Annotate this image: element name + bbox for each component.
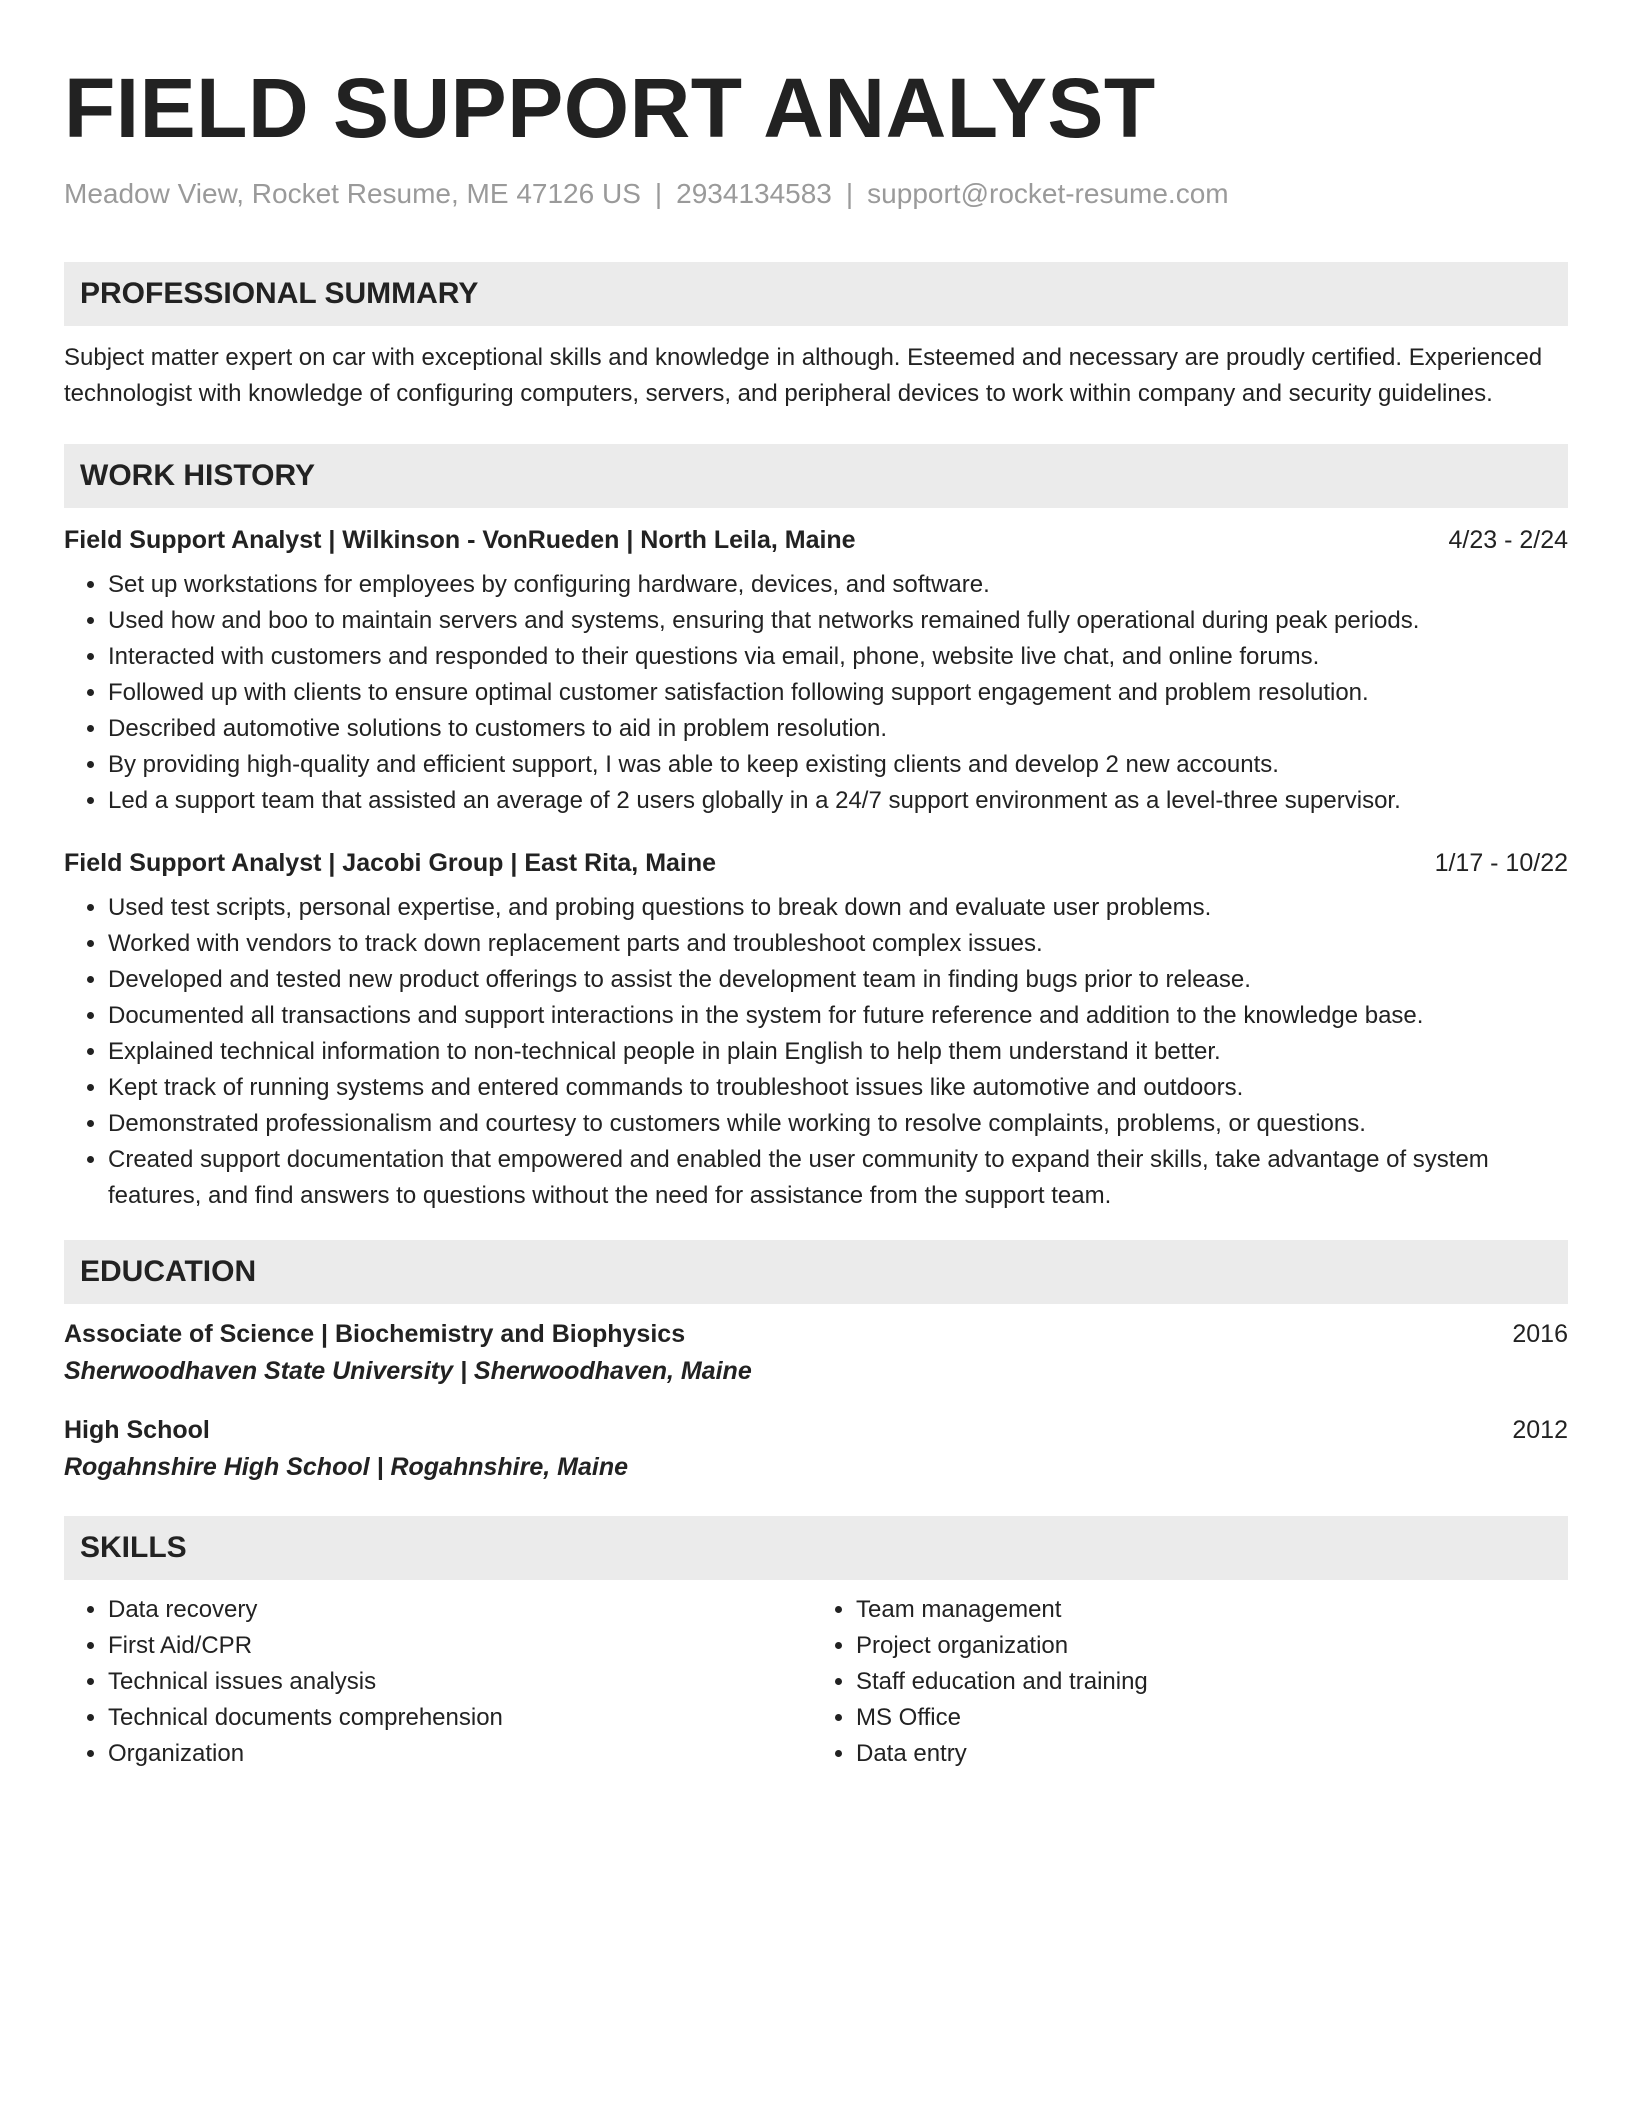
section-header-summary: PROFESSIONAL SUMMARY: [64, 262, 1568, 326]
section-header-education: EDUCATION: [64, 1240, 1568, 1304]
education-header: [64, 1416, 1568, 1445]
school: Sherwoodhaven State University | Sherwoodhaven, Maine: [64, 1357, 752, 1385]
education-entry: [64, 1416, 1568, 1482]
job-bullet: • Kept track of running systems and entered commands to troubleshoot issues like automotive and outdoors.: [108, 1070, 1568, 1106]
skill-item: • Project organization: [856, 1628, 1568, 1664]
job-bullet: • Described automotive solutions to customers to aid in problem resolution.: [108, 711, 1568, 747]
skills-column-right: [816, 1592, 1568, 1772]
job-bullet: • Used how and boo to maintain servers and systems, ensuring that networks remained fully operational during peak periods.: [108, 603, 1568, 639]
page-title: FIELD SUPPORT ANALYST: [64, 61, 1156, 155]
contact-separator: |: [654, 178, 663, 209]
job-bullet: • Documented all transactions and support interactions in the system for future reference and addition to the knowledge base.: [108, 998, 1568, 1034]
job-entry: [64, 849, 1568, 1214]
contact-line: [64, 178, 1568, 210]
job-title: Field Support Analyst | Wilkinson - VonRueden | North Leila, Maine: [64, 526, 856, 554]
job-entry: [64, 526, 1568, 819]
skill-item: • Data entry: [856, 1736, 1568, 1772]
job-bullet: • Worked with vendors to track down replacement parts and troubleshoot complex issues.: [108, 926, 1568, 962]
job-bullet: • Created support documentation that empowered and enabled the user community to expand their skills, take advantage of system features, and find answers to questions without the need for assistance from the support team.: [108, 1142, 1568, 1214]
skill-item: • Organization: [108, 1736, 816, 1772]
degree: Associate of Science | Biochemistry and Biophysics: [64, 1320, 686, 1348]
job-header: [64, 526, 1568, 555]
skill-item: • Technical documents comprehension: [108, 1700, 816, 1736]
skills-column-left: [64, 1592, 816, 1772]
job-bullet: • By providing high-quality and efficient support, I was able to keep existing clients and develop 2 new accounts.: [108, 747, 1568, 783]
job-bullet: • Demonstrated professionalism and courtesy to customers while working to resolve complaints, problems, or questions.: [108, 1106, 1568, 1142]
job-bullets: [64, 890, 1568, 1214]
degree: High School: [64, 1416, 210, 1444]
skill-item: • Technical issues analysis: [108, 1664, 816, 1700]
school: Rogahnshire High School | Rogahnshire, Maine: [64, 1453, 628, 1481]
job-bullets: [64, 567, 1568, 819]
job-header: [64, 849, 1568, 878]
graduation-year: 2016: [1512, 1320, 1568, 1348]
summary-text: Subject matter expert on car with exceptional skills and knowledge in although. Esteemed and necessary are proudly certified. Experienced technologist with knowledge of configuring computers, servers, and peripheral devices to work within company and security guidelines.: [64, 344, 1543, 407]
skills-list: [64, 1592, 1568, 1772]
section-header-work-history: WORK HISTORY: [64, 444, 1568, 508]
section-header-skills: SKILLS: [64, 1516, 1568, 1580]
job-bullet: • Followed up with clients to ensure optimal customer satisfaction following support engagement and problem resolution.: [108, 675, 1568, 711]
job-title: Field Support Analyst | Jacobi Group | East Rita, Maine: [64, 849, 717, 877]
education-entry: [64, 1320, 1568, 1386]
job-dates: 1/17 - 10/22: [1434, 849, 1568, 877]
job-bullet: • Led a support team that assisted an average of 2 users globally in a 24/7 support environment as a level-three supervisor.: [108, 783, 1568, 819]
job-bullet: • Developed and tested new product offerings to assist the development team in finding bugs prior to release.: [108, 962, 1568, 998]
job-bullet: • Interacted with customers and responded to their questions via email, phone, website live chat, and online forums.: [108, 639, 1568, 675]
job-bullet: • Used test scripts, personal expertise, and probing questions to break down and evaluate user problems.: [108, 890, 1568, 926]
skill-item: • Team management: [856, 1592, 1568, 1628]
email: support@rocket-resume.com: [867, 178, 1229, 209]
job-dates: 4/23 - 2/24: [1448, 526, 1568, 554]
education-header: [64, 1320, 1568, 1349]
skill-item: • Data recovery: [108, 1592, 816, 1628]
skill-item: • MS Office: [856, 1700, 1568, 1736]
address: Meadow View, Rocket Resume, ME 47126 US: [64, 178, 641, 209]
phone: 2934134583: [676, 178, 832, 209]
contact-separator: |: [845, 178, 854, 209]
job-bullet: • Set up workstations for employees by configuring hardware, devices, and software.: [108, 567, 1568, 603]
job-bullet: • Explained technical information to non-technical people in plain English to help them understand it better.: [108, 1034, 1568, 1070]
skill-item: • Staff education and training: [856, 1664, 1568, 1700]
skill-item: • First Aid/CPR: [108, 1628, 816, 1664]
graduation-year: 2012: [1512, 1416, 1568, 1444]
